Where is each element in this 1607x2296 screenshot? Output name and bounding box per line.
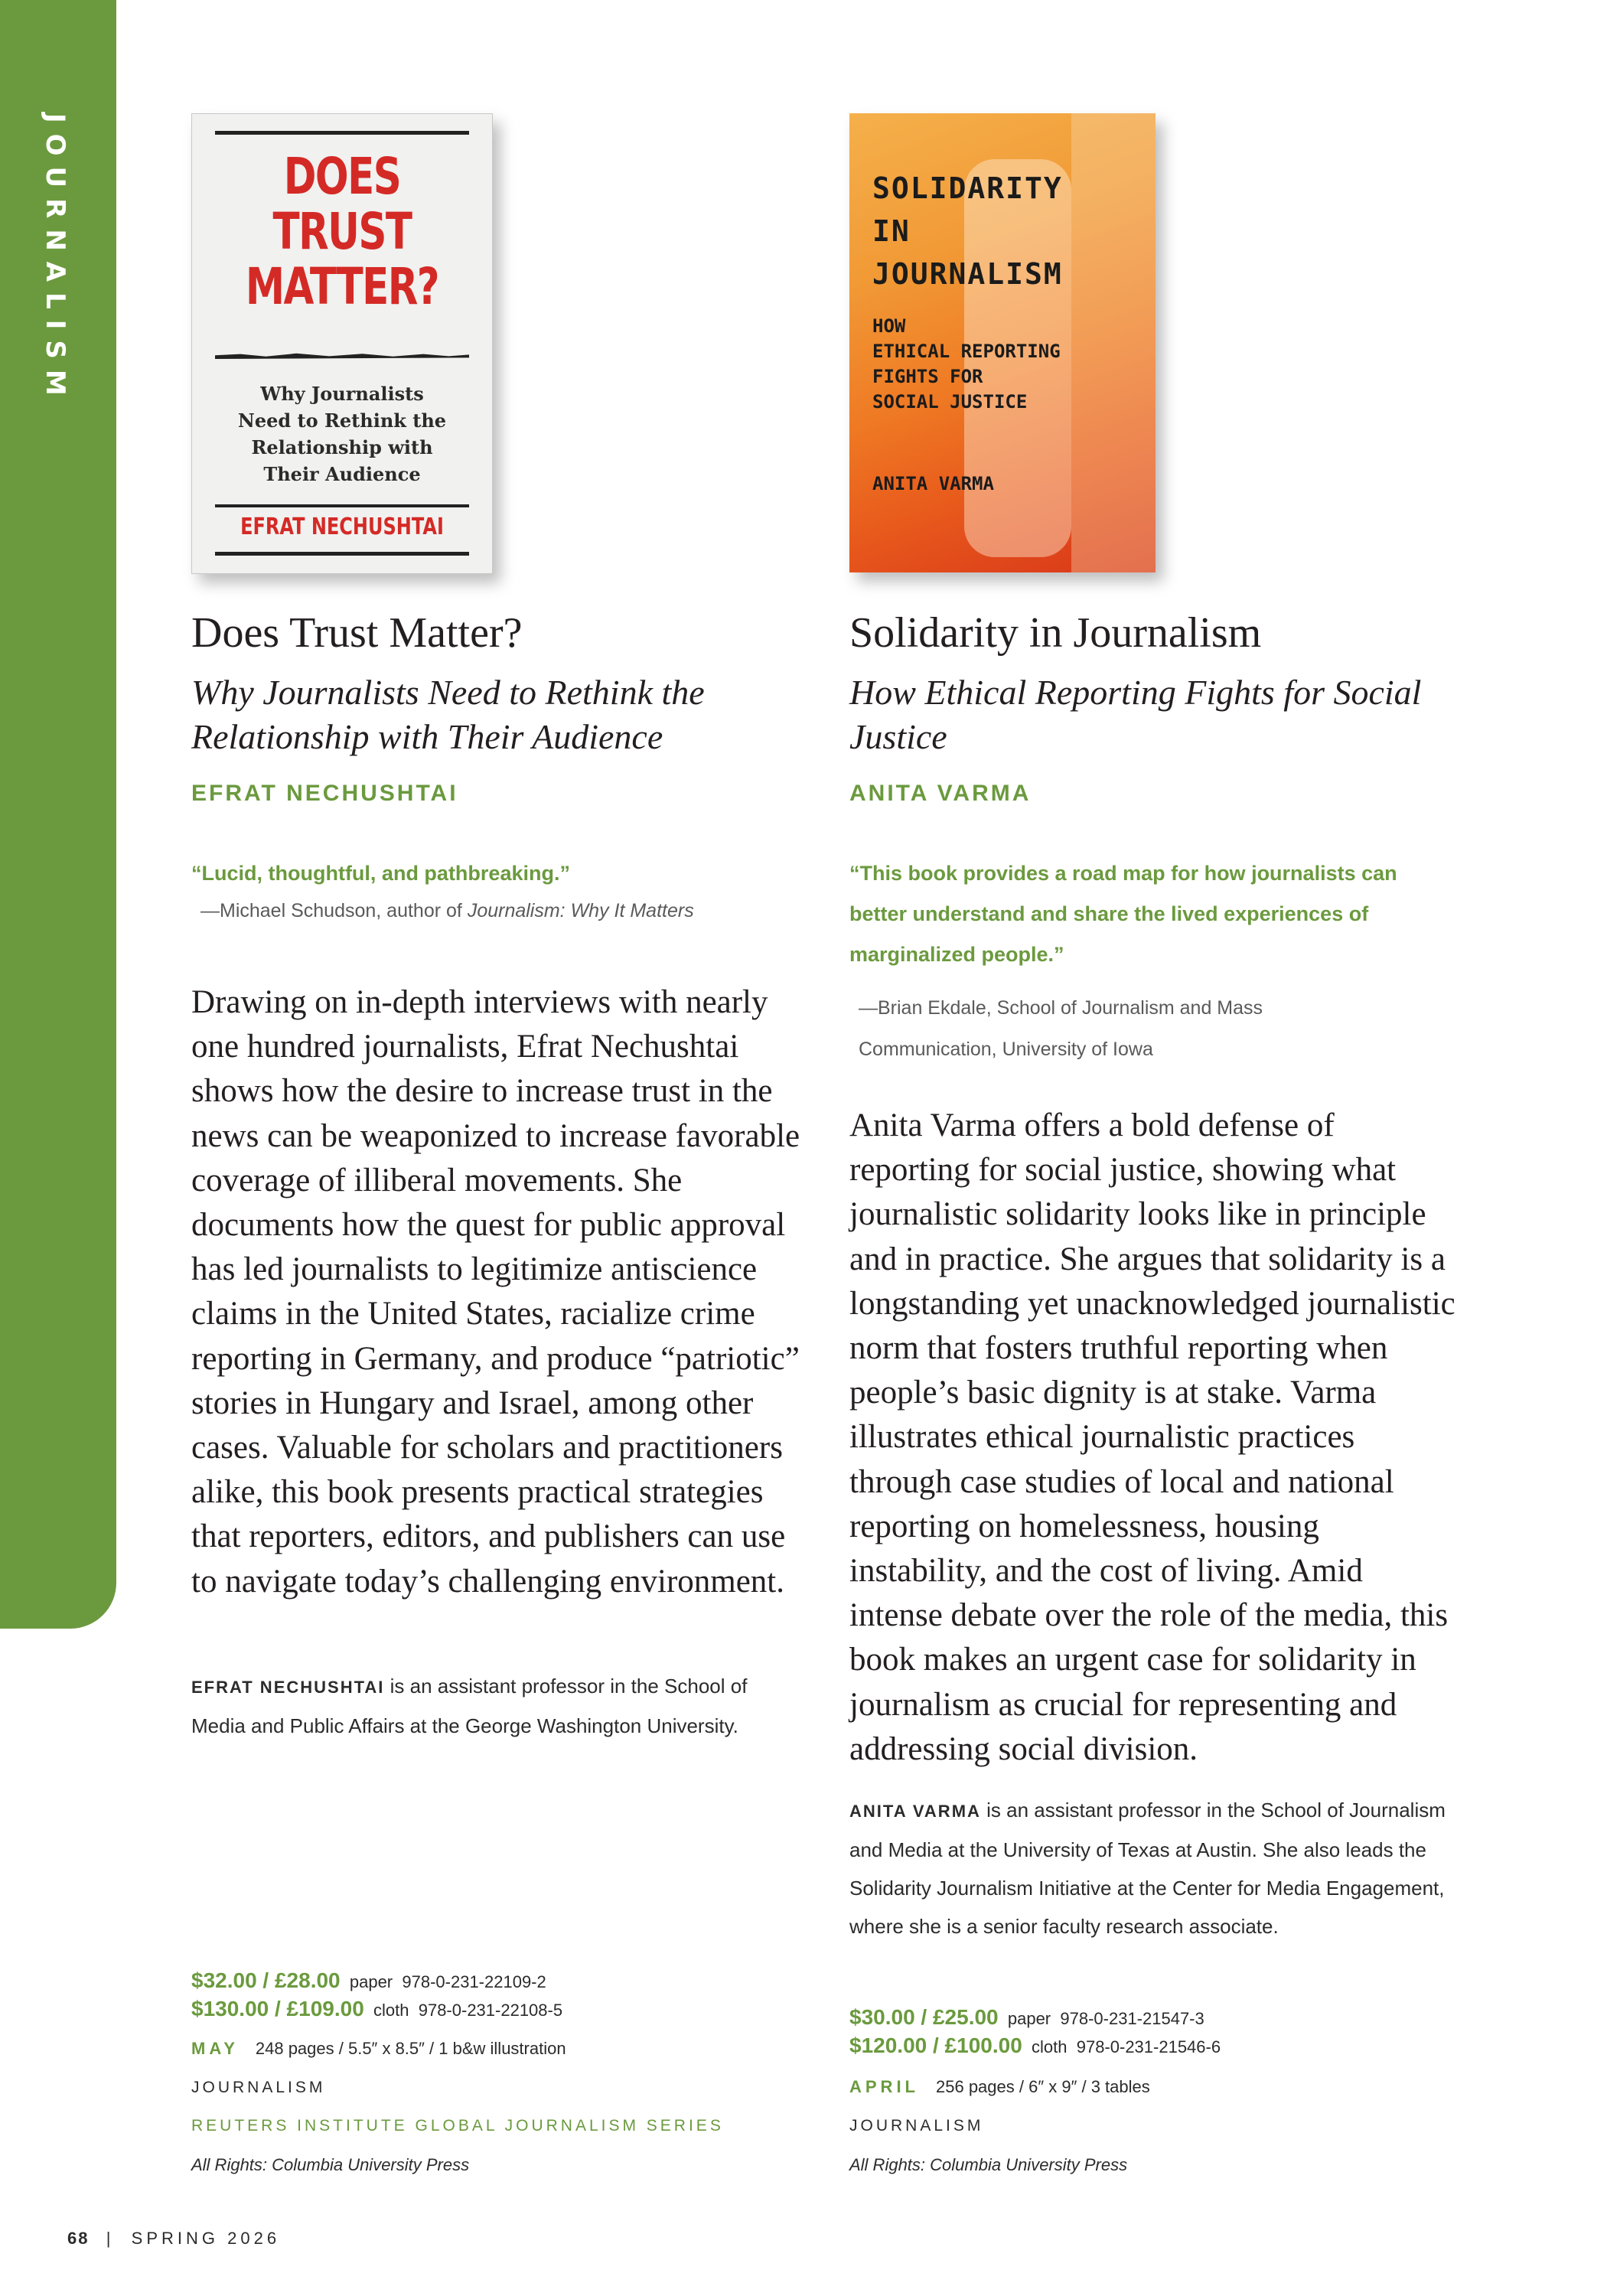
subject-category: JOURNALISM bbox=[849, 2117, 984, 2135]
footer-season: SPRING 2026 bbox=[131, 2229, 281, 2248]
price-cloth: $130.00 / £109.00 cloth 978-0-231-22108-5 bbox=[191, 1997, 563, 2020]
author-bio-name: ANITA VARMA bbox=[849, 1802, 981, 1821]
cover-title: DOES TRUST MATTER? bbox=[245, 147, 439, 316]
cover-torn-rule bbox=[215, 353, 469, 359]
book-title: Does Trust Matter? bbox=[191, 609, 523, 657]
pub-details bbox=[191, 2039, 566, 2059]
cover-rule bbox=[215, 504, 469, 507]
book-description: Drawing on in-depth interviews with nearly one hundred journalists, Efrat Nechushtai shows how the desire to increase trust in the news can be weaponized to increase favorable coverage of illiberal movements. She documents how the quest for public approval has led journalists to legitimize antiscience claims in the United States, racialize crime reporting in Germany, and produce “patriotic” stories in Hungary and Israel, among other cases. Valuable for scholars and practitioners alike, this book presents practical strategies that reporters, editors, and publishers can use to navigate today’s challenging environment. bbox=[191, 984, 800, 1600]
book-title: Solidarity in Journalism bbox=[849, 609, 1262, 657]
book-subtitle: Why Journalists Need to Rethink the Relationship with Their Audience bbox=[191, 673, 705, 756]
cover-author: ANITA VARMA bbox=[872, 473, 994, 494]
subject-category: JOURNALISM bbox=[191, 2079, 326, 2096]
blurb-attribution: —Michael Schudson, author of Journalism: Why It Matters bbox=[200, 900, 694, 921]
cover-subtitle: HOW ETHICAL REPORTING FIGHTS FOR SOCIAL JUSTICE bbox=[872, 315, 1061, 413]
page-number: 68 bbox=[67, 2229, 90, 2248]
pub-specs: 256 pages / 6″ x 9″ / 3 tables bbox=[936, 2077, 1150, 2096]
page-footer bbox=[67, 2229, 280, 2249]
pub-specs: 248 pages / 5.5″ x 8.5″ / 1 b&w illustration bbox=[255, 2039, 566, 2058]
section-tab bbox=[0, 0, 116, 1629]
author-bio-name: EFRAT NECHUSHTAI bbox=[191, 1678, 385, 1697]
cover-rule bbox=[215, 552, 469, 556]
blurb-quote: “This book provides a road map for how journalists can better understand and share the lived experiences of marginalized people.” bbox=[849, 862, 1397, 966]
pub-month: MAY bbox=[191, 2039, 239, 2058]
cover-rule bbox=[215, 131, 469, 135]
cover-subtitle: Why Journalists Need to Rethink the Relationship with Their Audience bbox=[237, 383, 447, 485]
footer-separator: | bbox=[106, 2229, 115, 2248]
book-cover-solidarity bbox=[849, 113, 1156, 572]
book-description: Anita Varma offers a bold defense of reporting for social justice, showing what journalistic solidarity looks like in principle and in practice. She argues that solidarity is a longstanding yet unacknowledged journalistic norm that fosters truthful reporting when people’s basic dignity is at stake. Varma illustrates ethical journalistic practices through case studies of local and national reporting on homelessness, housing instability, and the cost of living. Amid intense debate over the role of the media, this book makes an urgent case for solidarity in journalism as crucial for representing and addressing social division. bbox=[849, 1107, 1455, 1767]
rights-note: All Rights: Columbia University Press bbox=[849, 2155, 1128, 2174]
book-author: EFRAT NECHUSHTAI bbox=[191, 781, 458, 806]
price-cloth: $120.00 / £100.00 cloth 978-0-231-21546-6 bbox=[849, 2033, 1221, 2057]
blurb-quote: “Lucid, thoughtful, and pathbreaking.” bbox=[191, 862, 570, 885]
section-tab-label: JOURNALISM bbox=[40, 113, 70, 406]
book-cover-trust bbox=[191, 113, 493, 574]
book-author: ANITA VARMA bbox=[849, 781, 1032, 806]
cover-title: SOLIDARITY IN JOURNALISM bbox=[872, 171, 1063, 291]
cover-author: EFRAT NECHUSHTAI bbox=[240, 514, 444, 540]
book-series: REUTERS INSTITUTE GLOBAL JOURNALISM SERIES bbox=[191, 2117, 724, 2135]
author-bio: EFRAT NECHUSHTAI is an assistant professor in the School of Media and Public Affairs at the George Washington University. bbox=[191, 1675, 748, 1737]
author-bio: ANITA VARMA is an assistant professor in the School of Journalism and Media at the University of Texas at Austin. She also leads the Solidarity Journalism Initiative at the Center for Media Engagement, where she is a senior faculty research associate. bbox=[849, 1799, 1446, 1938]
price-paper: $32.00 / £28.00 paper 978-0-231-22109-2 bbox=[191, 1968, 546, 1992]
blurb-attribution-work: Journalism: Why It Matters bbox=[467, 900, 694, 921]
cover-paint-stroke bbox=[1071, 113, 1156, 572]
rights-note: All Rights: Columbia University Press bbox=[191, 2155, 470, 2174]
pub-month: APRIL bbox=[849, 2077, 919, 2096]
book-subtitle: How Ethical Reporting Fights for Social Justice bbox=[849, 673, 1422, 756]
blurb-attribution: —Brian Ekdale, School of Journalism and Mass Communication, University of Iowa bbox=[859, 997, 1263, 1060]
price-paper: $30.00 / £25.00 paper 978-0-231-21547-3 bbox=[849, 2005, 1204, 2029]
pub-details bbox=[849, 2077, 1150, 2097]
